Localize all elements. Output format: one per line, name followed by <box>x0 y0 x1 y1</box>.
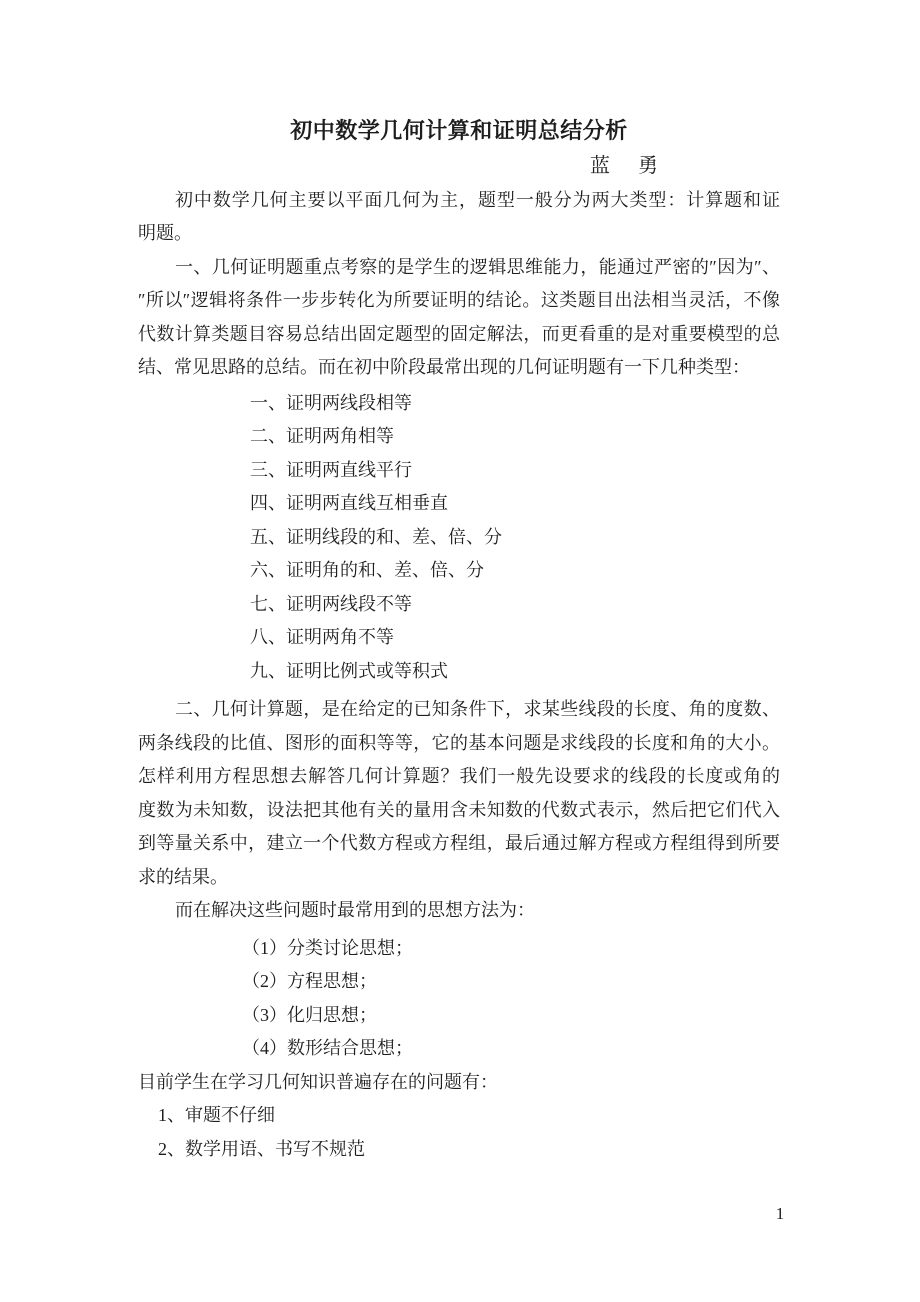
author: 蓝 勇 <box>590 155 662 177</box>
text-line: 而在解决这些问题时最常用到的思想方法为： <box>175 900 535 920</box>
text-line: 到等量关系中，建立一个代数方程或方程组，最后通过解方程或方程组得到所要 <box>138 833 780 853</box>
list-item: 二、证明两角相等 <box>250 426 394 446</box>
list-item: 七、证明两线段不等 <box>250 593 412 614</box>
list-item: （1）分类讨论思想； <box>242 937 413 958</box>
list-item: 三、证明两直线平行 <box>250 459 412 480</box>
document-content <box>138 112 780 1166</box>
text-line: 一、几何证明题重点考察的是学生的逻辑思维能力，能通过严密的″因为″、 <box>175 256 780 277</box>
list-item: 九、证明比例式或等积式 <box>250 660 448 681</box>
page-number: 1 <box>775 1204 785 1223</box>
list-item: （2）方程思想； <box>242 971 377 991</box>
text-line: 度数为未知数，设法把其他有关的量用含未知数的代数式表示，然后把它们代入 <box>138 799 780 820</box>
list-item: 六、证明角的和、差、倍、分 <box>250 560 484 580</box>
text-line: ″所以″逻辑将条件一步步转化为所要证明的结论。这类题目出法相当灵活，不像 <box>138 290 780 310</box>
text-line: 怎样利用方程思想去解答几何计算题？我们一般先设要求的线段的长度或角的 <box>138 766 780 786</box>
doc-title: 初中数学几何计算和证明总结分析 <box>290 118 628 143</box>
text-line: 代数计算类题目容易总结出固定题型的固定解法，而更看重的是对重要模型的总 <box>138 323 780 344</box>
list-item: 2、数学用语、书写不规范 <box>158 1138 365 1159</box>
list-item: 四、证明两直线互相垂直 <box>250 493 448 513</box>
list-item: 1、审题不仔细 <box>158 1105 275 1125</box>
text-line: 二、几何计算题，是在给定的已知条件下，求某些线段的长度、角的度数、 <box>175 699 780 719</box>
list-item: 八、证明两角不等 <box>250 627 394 647</box>
list-item: （3）化归思想； <box>242 1004 377 1025</box>
text-line: 结、常见思路的总结。而在初中阶段最常出现的几何证明题有一下几种类型： <box>138 357 750 377</box>
text-line: 初中数学几何主要以平面几何为主，题型一般分为两大类型：计算题和证 <box>175 189 780 210</box>
list-item: （4）数形结合思想； <box>242 1038 413 1058</box>
text-line: 明题。 <box>138 223 192 243</box>
list-item: 五、证明线段的和、差、倍、分 <box>250 526 502 547</box>
text-line: 求的结果。 <box>138 866 228 887</box>
text-line: 两条线段的比值、图形的面积等等，它的基本问题是求线段的长度和角的大小。 <box>138 732 780 753</box>
list-item: 一、证明两线段相等 <box>250 392 412 413</box>
text-line: 目前学生在学习几何知识普遍存在的问题有： <box>138 1071 498 1092</box>
